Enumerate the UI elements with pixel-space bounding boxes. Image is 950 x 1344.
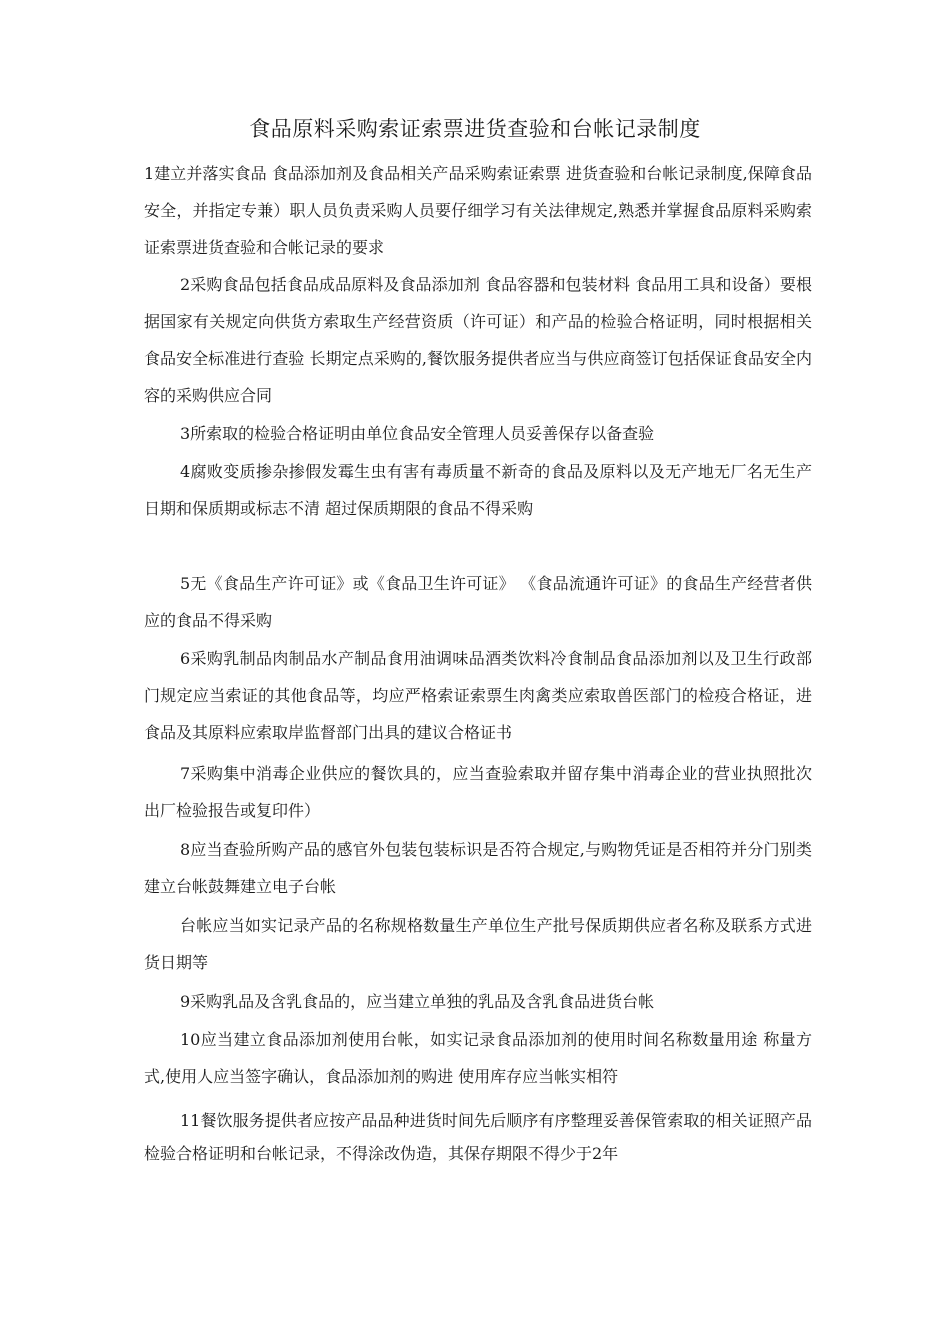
paragraph-11: 11餐饮服务提供者应按产品品种进货时间先后顺序有序整理妥善保管索取的相关证照产品检验合格证明和台帐记录，不得涂改伪造，其保存期限不得少于2年 (144, 1111, 812, 1163)
paragraph-5: 5无《食品生产许可证》或《食品卫生许可证》 《食品流通许可证》的食品生产经营者供应的食品不得采购 (144, 574, 812, 630)
document-title: 食品原料采购索证索票进货查验和台帐记录制度 (249, 117, 701, 141)
paragraph-ledger: 台帐应当如实记录产品的名称规格数量生产单位生产批号保质期供应者名称及联系方式进货日期等 (144, 916, 812, 972)
paragraph-7: 7采购集中消毒企业供应的餐饮具的，应当查验索取并留存集中消毒企业的营业执照批次出厂检验报告或复印件） (144, 764, 812, 820)
paragraph-6: 6采购乳制品肉制品水产制品食用油调味品酒类饮料冷食制品食品添加剂以及卫生行政部门规定应当索证的其他食品等，均应严格索证索票生肉禽类应索取兽医部门的检疫合格证，进食品及其原料应索取岸监督部门出具的建议合格证书 (144, 649, 812, 742)
paragraph-4: 4腐败变质掺杂掺假发霉生虫有害有毒质量不新奇的食品及原料以及无产地无厂名无生产日期和保质期或标志不清 超过保质期限的食品不得采购 (144, 462, 812, 518)
paragraph-1: 1建立并落实食品 食品添加剂及食品相关产品采购索证索票 进货查验和台帐记录制度,保障食品安全，并指定专兼）职人员负责采购人员要仔细学习有关法律规定,熟悉并掌握食品原料采购索证索票进货查验和合帐记录的要求 (144, 164, 812, 257)
paragraph-9: 9采购乳品及含乳食品的，应当建立单独的乳品及含乳食品进货台帐 (180, 992, 655, 1011)
paragraph-3: 3所索取的检验合格证明由单位食品安全管理人员妥善保存以备查验 (180, 424, 655, 443)
paragraph-2: 2采购食品包括食品成品原料及食品添加剂 食品容器和包装材料 食品用工具和设备）要根据国家有关规定向供货方索取生产经营资质（许可证）和产品的检验合格证明，同时根据相关食品安全标准进行查验 长期定点采购的,餐饮服务提供者应当与供应商签订包括保证食品安全内容的采购供应合同 (144, 275, 812, 405)
paragraph-8: 8应当查验所购产品的感官外包装包装标识是否符合规定,与购物凭证是否相符并分门别类建立台帐鼓舞建立电子台帐 (144, 840, 812, 896)
paragraph-10: 10应当建立食品添加剂使用台帐，如实记录食品添加剂的使用时间名称数量用途 称量方式,使用人应当签字确认，食品添加剂的购进 使用库存应当帐实相符 (144, 1030, 812, 1086)
